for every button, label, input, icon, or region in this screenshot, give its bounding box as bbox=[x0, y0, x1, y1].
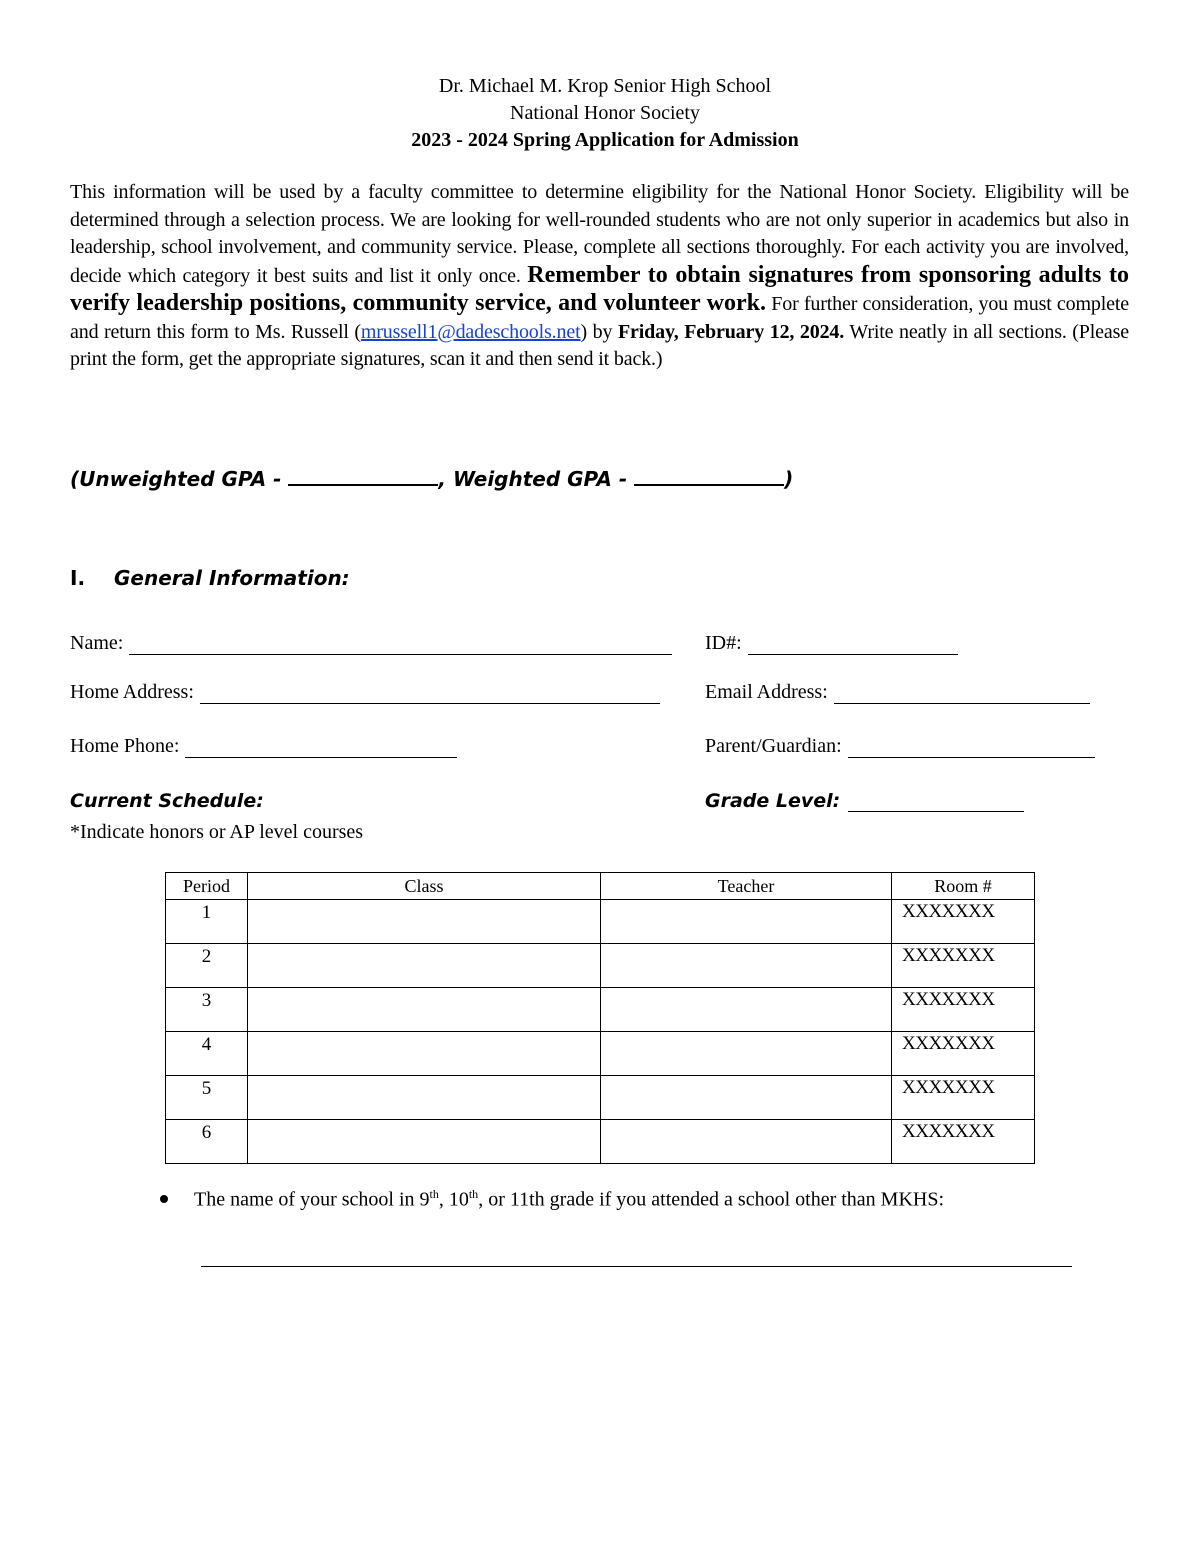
column-header-period: Period bbox=[166, 873, 248, 900]
parent-guardian-blank[interactable] bbox=[848, 737, 1095, 758]
period-cell: 2 bbox=[166, 944, 248, 988]
period-cell: 6 bbox=[166, 1120, 248, 1164]
class-cell[interactable] bbox=[248, 1120, 601, 1164]
id-blank[interactable] bbox=[748, 634, 958, 655]
teacher-cell[interactable] bbox=[601, 988, 892, 1032]
teacher-cell[interactable] bbox=[601, 1120, 892, 1164]
intro-text-4: Write neatly in all sections. (Please print the form, get the appropriate signatures, scan it and then send it back.) bbox=[70, 320, 1129, 370]
room-cell: XXXXXXX bbox=[892, 988, 1035, 1032]
column-header-room: Room # bbox=[892, 873, 1035, 900]
ordinal-suffix-10th: th bbox=[468, 1187, 479, 1201]
room-cell: XXXXXXX bbox=[892, 1032, 1035, 1076]
home-address-label: Home Address: bbox=[70, 681, 194, 703]
grade-level-blank[interactable] bbox=[848, 791, 1024, 812]
table-row bbox=[166, 1032, 1035, 1076]
previous-school-text-b: , 10 bbox=[438, 1188, 469, 1211]
unweighted-gpa-blank[interactable] bbox=[288, 466, 438, 486]
gpa-close-paren: ) bbox=[784, 467, 794, 491]
section-heading bbox=[70, 566, 350, 590]
class-cell[interactable] bbox=[248, 1032, 601, 1076]
teacher-cell[interactable] bbox=[601, 1076, 892, 1120]
gpa-weighted-label: , Weighted GPA - bbox=[438, 467, 635, 491]
teacher-cell[interactable] bbox=[601, 944, 892, 988]
intro-text-3: ) by bbox=[580, 320, 613, 343]
schedule-header-row bbox=[166, 873, 1035, 900]
section-number: I. bbox=[70, 566, 86, 590]
intro-paragraph bbox=[70, 179, 1129, 374]
email-address-blank[interactable] bbox=[834, 683, 1090, 704]
home-address-field bbox=[70, 681, 660, 704]
grade-level-field bbox=[705, 790, 1024, 812]
weighted-gpa-blank[interactable] bbox=[634, 466, 784, 486]
period-cell: 3 bbox=[166, 988, 248, 1032]
society-name: National Honor Society bbox=[510, 102, 700, 124]
name-field bbox=[70, 632, 672, 655]
name-label: Name: bbox=[70, 632, 124, 654]
gpa-unweighted-label: (Unweighted GPA - bbox=[70, 467, 289, 491]
id-label: ID#: bbox=[705, 632, 742, 654]
previous-school-text-a: The name of your school in 9 bbox=[194, 1188, 430, 1211]
class-cell[interactable] bbox=[248, 1076, 601, 1120]
contact-email-link[interactable]: mrussell1@dadeschools.net bbox=[360, 320, 581, 343]
room-cell: XXXXXXX bbox=[892, 1076, 1035, 1120]
room-cell: XXXXXXX bbox=[892, 900, 1035, 944]
parent-guardian-label: Parent/Guardian: bbox=[705, 735, 842, 757]
table-row bbox=[166, 988, 1035, 1032]
id-field bbox=[705, 632, 958, 655]
deadline-date: Friday, February 12, 2024. bbox=[617, 320, 845, 343]
room-cell: XXXXXXX bbox=[892, 944, 1035, 988]
intro-text-1: This information will be used by a faculty committee to determine eligibility for the National Honor Society. Eligibility will be determined through a selection process. We are looking for well-rounded students who are not only superior in academics but also in leadership, school involvement, and community service. Please, complete all sections thoroughly. For each activity you are involved, decide which category it best suits and list it only once. bbox=[70, 181, 1129, 287]
name-blank[interactable] bbox=[129, 634, 672, 655]
home-address-blank[interactable] bbox=[200, 683, 660, 704]
current-schedule-heading: Current Schedule: bbox=[70, 790, 264, 812]
application-title: 2023 - 2024 Spring Application for Admission bbox=[411, 129, 799, 151]
column-header-class: Class bbox=[248, 873, 601, 900]
previous-school-text-c: , or 11th grade if you attended a school other than MKHS: bbox=[478, 1188, 945, 1211]
schedule-table bbox=[165, 872, 1035, 1164]
parent-guardian-field bbox=[705, 735, 1095, 758]
home-phone-blank[interactable] bbox=[185, 737, 457, 758]
column-header-teacher: Teacher bbox=[601, 873, 892, 900]
room-cell: XXXXXXX bbox=[892, 1120, 1035, 1164]
previous-school-blank[interactable] bbox=[201, 1266, 1072, 1267]
email-address-field bbox=[705, 681, 1090, 704]
class-cell[interactable] bbox=[248, 900, 601, 944]
table-row bbox=[166, 900, 1035, 944]
table-row bbox=[166, 944, 1035, 988]
gpa-line bbox=[70, 466, 793, 491]
period-cell: 4 bbox=[166, 1032, 248, 1076]
email-address-label: Email Address: bbox=[705, 681, 828, 703]
class-cell[interactable] bbox=[248, 988, 601, 1032]
previous-school-question bbox=[160, 1187, 944, 1212]
section-title: General Information: bbox=[114, 566, 350, 590]
period-cell: 5 bbox=[166, 1076, 248, 1120]
home-phone-label: Home Phone: bbox=[70, 735, 180, 757]
table-row bbox=[166, 1120, 1035, 1164]
bullet-dot-icon bbox=[160, 1195, 168, 1203]
ordinal-suffix-9th: th bbox=[429, 1187, 439, 1201]
schedule-note: *Indicate honors or AP level courses bbox=[70, 821, 364, 843]
class-cell[interactable] bbox=[248, 944, 601, 988]
school-name: Dr. Michael M. Krop Senior High School bbox=[438, 75, 772, 97]
document-header bbox=[0, 73, 1200, 154]
intro-emphasis: Remember to obtain signatures from sponsoring adults to verify leadership positions, community service, and volunteer work. bbox=[70, 261, 1129, 316]
period-cell: 1 bbox=[166, 900, 248, 944]
teacher-cell[interactable] bbox=[601, 1032, 892, 1076]
table-row bbox=[166, 1076, 1035, 1120]
home-phone-field bbox=[70, 735, 457, 758]
grade-level-label: Grade Level: bbox=[705, 790, 841, 812]
intro-text-2: For further consideration, you must complete and return this form to Ms. Russell ( bbox=[70, 293, 1129, 343]
teacher-cell[interactable] bbox=[601, 900, 892, 944]
